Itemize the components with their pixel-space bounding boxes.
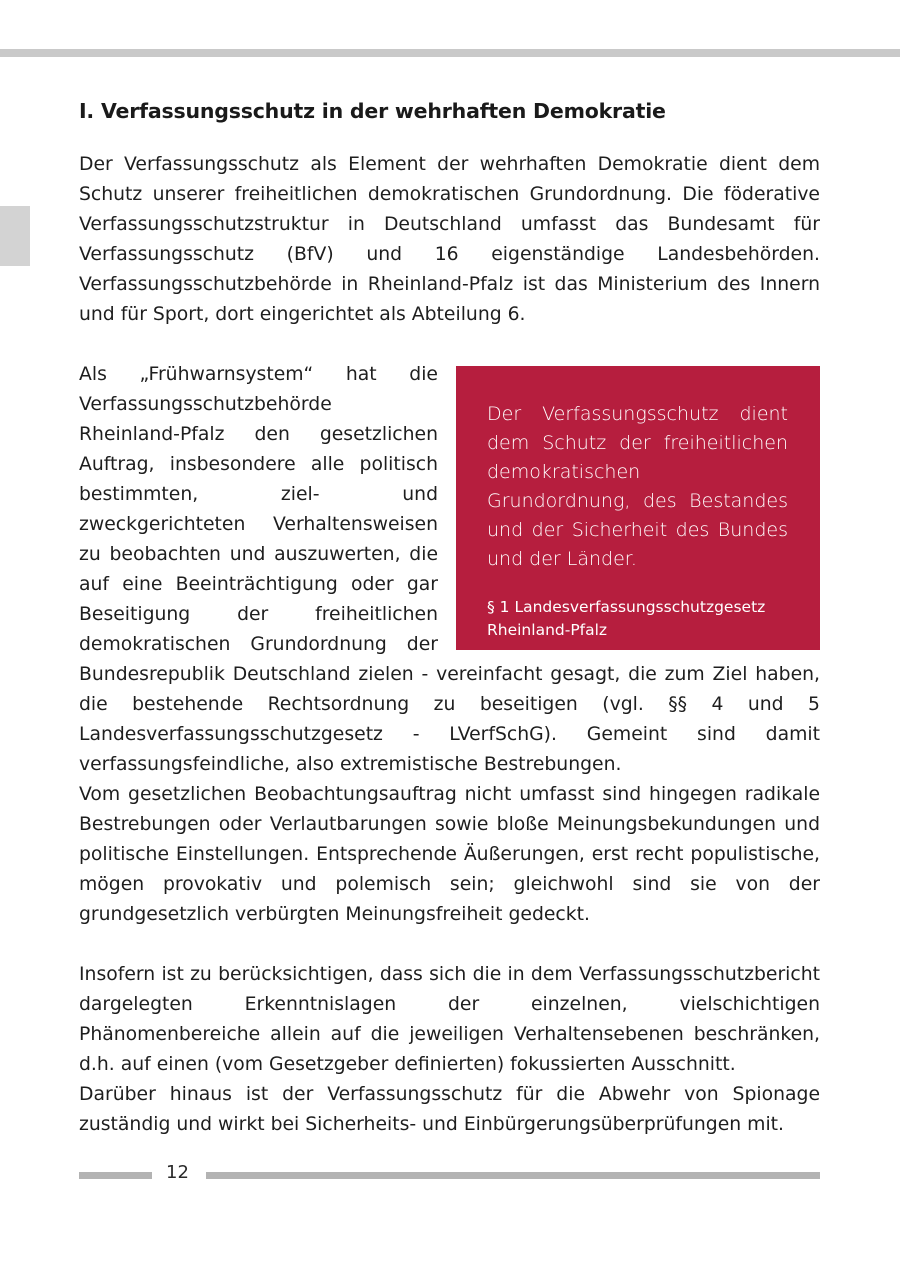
quote-source-line-1: § 1 Landesverfassungsschutzgesetz [487,598,766,616]
footer-bar-right [206,1172,820,1179]
paragraph-intro: Der Verfassungsschutz als Element der wehrhaften Demokratie dient dem Schutz unserer freiheitlichen demokratischen Grundordnung. Die föderative Verfassungsschutzstruktur in Deutschland umfasst das Bundesamt für Verfassungsschutz (BfV) und 16 eigenständige Landesbehörden. Verfassungsschutzbehörde in Rheinland-Pfalz ist das Ministerium des Innern und für Sport, dort eingerichtet als Abteilung 6. [79,154,820,325]
quote-source [487,596,788,642]
paragraph-mandate: Als „Frühwarnsystem“ hat die Verfassungsschutzbehörde Rheinland-Pfalz den gesetzlichen Auftrag, insbesondere alle politisch bestimmten, ziel- und zweckgerichteten Verhaltensweisen zu beobachten und auszuwerten, die auf eine Beeinträchtigung oder gar Beseitigung der freiheitlichen demokratischen Grundordnung der Bundesrepublik Deutschland zielen - vereinfacht gesagt, die zum Ziel haben, die bestehende Rechtsordnung zu beseitigen (vgl. §§ 4 und 5 Landesverfassungsschutzgesetz - LVerfSchG). Gemeint sind damit verfassungsfeindliche, also extremistische Bestrebungen. [79,364,820,775]
footer-bar-left [79,1172,152,1179]
top-decor-bar [0,49,900,57]
quote-box [456,366,820,650]
paragraph-consideration: Insofern ist zu berücksichtigen, dass sich die in dem Verfassungsschutzbericht dargelegten Erkenntnislagen der einzelnen, vielschichtigen Phänomenbereiche allein auf die jeweiligen Verhaltensebenen beschränken, d.h. auf einen (vom Gesetzgeber definierten) fokussierten Ausschnitt. [79,964,820,1075]
paragraph-espionage: Darüber hinaus ist der Verfassungsschutz für die Abwehr von Spionage zuständig und wirkt bei Sicherheits- und Einbürgerungsüberprüfungen mit. [79,1084,820,1135]
quote-source-line-2: Rheinland-Pfalz [487,621,608,639]
paragraph-scope: Vom gesetzlichen Beobachtungsauftrag nicht umfasst sind hingegen radikale Bestrebungen oder Verlautbarungen sowie bloße Meinungsbekundungen und politische Einstellungen. Entsprechende Äußerungen, erst recht populistische, mögen provokativ und polemisch sein; gleichwohl sind sie von der grundgesetzlich verbürgten Meinungsfreiheit gedeckt. [79,784,820,925]
side-tab-marker [0,206,30,266]
section-heading: I. Verfassungsschutz in der wehrhaften Demokratie [79,99,666,123]
page-content [79,94,820,1140]
quote-text: Der Verfassungsschutz dient dem Schutz der freiheitlichen demokratischen Grundordnung, des Bestandes und der Sicherheit des Bundes und der Länder. [487,403,788,570]
page-number: 12 [166,1162,189,1183]
wrap-section [79,360,820,930]
